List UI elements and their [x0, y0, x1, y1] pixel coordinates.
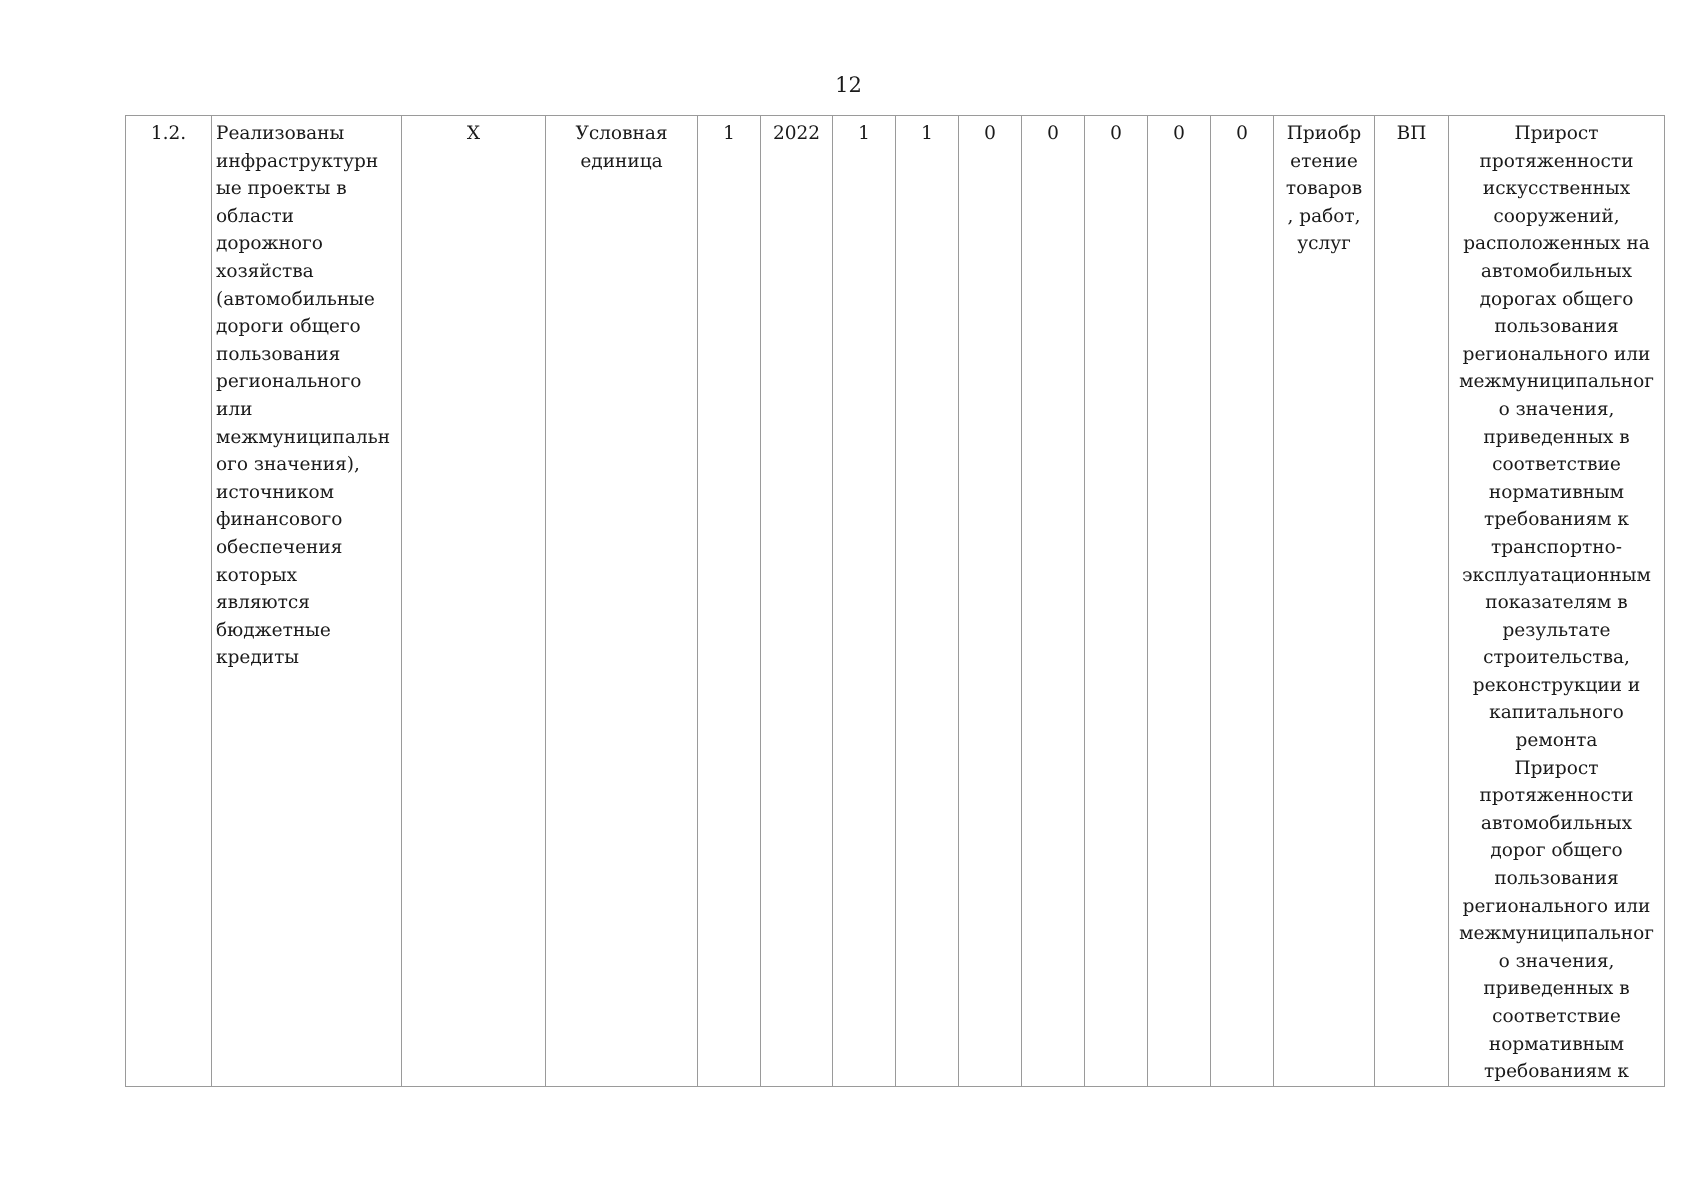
- type-cell: [1274, 116, 1375, 1087]
- value-cell: [1148, 116, 1211, 1087]
- value-cell: [896, 116, 959, 1087]
- value-cell: [959, 116, 1022, 1087]
- code-cell: [1375, 116, 1449, 1087]
- value-cell: [1211, 116, 1274, 1087]
- row-number-cell: [126, 116, 212, 1087]
- base-value-cell: [698, 116, 761, 1087]
- description: Прирост протяженности искусственных сооружений, расположенных на автомобильных дорогах общего пользования регионального или межмуниципальног о значения, приведенных в соответствие нормативным требованиям к транспортно- эксплуатационным показателям в результате строительства, реконструкции и капитального ремонта Прирост протяженности автомобильных дорог общего пользования регионального или межмуниципальног о значения, приведенных в соответствие нормативным требованиям к: [1459, 123, 1654, 1083]
- value-cell: [1085, 116, 1148, 1087]
- marker-cell: [402, 116, 546, 1087]
- base-year: 2022: [772, 123, 821, 144]
- type-text: Приобр етение товаров , работ, услуг: [1285, 123, 1363, 255]
- description-cell: [1449, 116, 1665, 1087]
- value: 0: [1173, 123, 1185, 144]
- table-row: [126, 116, 1665, 1087]
- base-value: 1: [723, 123, 735, 144]
- unit-cell: [546, 116, 698, 1087]
- value: 0: [984, 123, 996, 144]
- value-cell: [833, 116, 896, 1087]
- row-number: 1.2.: [150, 123, 187, 144]
- value: 0: [1236, 123, 1248, 144]
- result-name: Реализованы инфраструктурн ые проекты в области дорожного хозяйства (автомобильные дороги общего пользования регионального или межмуниципальн ого значения), источником финансового обеспечения которых являются бюджетные кредиты: [216, 123, 391, 669]
- value: 0: [1110, 123, 1122, 144]
- unit: Условная единица: [575, 123, 668, 172]
- value: 0: [1047, 123, 1059, 144]
- base-year-cell: [761, 116, 833, 1087]
- page-number: 12: [835, 73, 862, 97]
- value: 1: [921, 123, 933, 144]
- value: 1: [858, 123, 870, 144]
- marker: Х: [466, 123, 481, 144]
- result-name-cell: [212, 116, 402, 1087]
- value-cell: [1022, 116, 1085, 1087]
- code: ВП: [1396, 123, 1427, 144]
- indicator-table: [125, 115, 1665, 1087]
